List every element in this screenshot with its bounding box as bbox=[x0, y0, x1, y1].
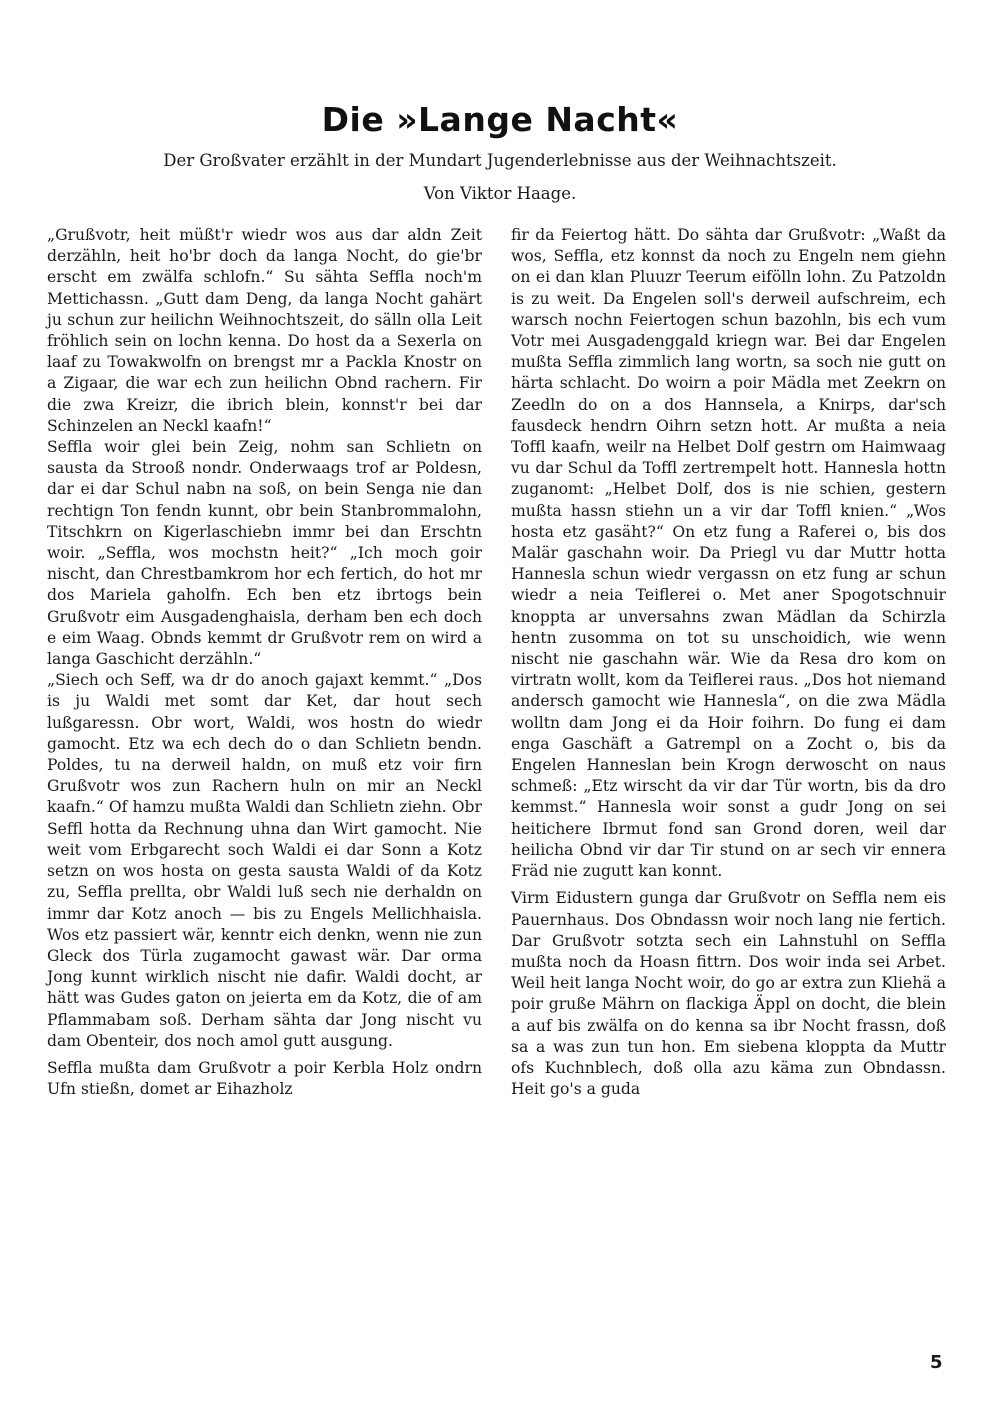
paragraph: Seffla woir glei bein Zeig, nohm san Schlietn on sausta da Strooß nondr. Onderwaags trof ar Poldesn, dar ei dar Schul nabn na soß, on bein Senga nie dan rechtign Ton fendn kunnt, obr bein Stanbrommalohn, Titschkrn on Kigerlaschiebn immr bei dan Erschtn woir. „Seffla, wos mochstn heit?“ „Ich moch goir nischt, dan Chrestbamkrom hor ech fertich, do hot mr dos Mariela gaholfn. Ech ben etz ibrtogs bein Grußvotr eim Ausgadenghaisla, derham ben ech doch e eim Waag. Obnds kemmt dr Grußvotr rem on wird a langa Gaschicht derzähln.“ bbox=[47, 438, 482, 669]
paragraph: Virm Eidustern gunga dar Grußvotr on Seffla nem eis Pauernhaus. Dos Obndassn woir noch lang nie fertich. Dar Grußvotr sotzta sech ein Lahnstuhl on Seffla mußta noch da Hoasn fittrn. Dos woir inda sei Arbet. Weil heit langa Nocht woir, do go ar extra zun Kliehä a poir gruße Mährn on flackiga Äppl on docht, die blein a auf bis zwälfa on do kenna sa ibr Nocht frassn, doß sa a was zun tun hon. Em siebena kloppta da Muttr ofs Kuchnblech, doß olla azu käma zun Obndassn. Heit go's a guda bbox=[511, 889, 946, 1099]
paragraph: „Siech och Seff, wa dr do anoch gajaxt kemmt.“ „Dos is ju Waldi met somt dar Ket, dar hout sech lußgaressn. Obr wort, Waldi, wos hostn do wiedr gamocht. Etz wa ech dech do o dan Schlietn bendn. Poldes, tu na derweil haldn, on muß etz voir firn Grußvotr wos zun Rachern huln on mir an Neckl kaafn.“ Of hamzu mußta Waldi dan Schlietn ziehn. Obr Seffl hotta da Rechnung uhna dan Wirt gamocht. Nie weit vom Erbgarecht soch Waldi ei dar Sonn a Kotz setzn on wos hosta on gesta sausta Waldi of da Kotz zu, Seffla prellta, obr Waldi luß sech nie derhaldn on immr dar Kotz anoch — bis zu Engels Mellichhaisla. Wos etz passiert wär, kenntr eich denkn, wenn nie zun Gleck dos Türla zugamocht gawast wär. Dar orma Jong kunnt wirklich nischt nie dafir. Waldi docht, ar hätt was Gudes gaton on jeierta em da Kotz, die of am Pflammabam soß. Derham sähta dar Jong nischt vu dam Obenteir, dos noch amol gutt ausgung. bbox=[47, 671, 482, 1050]
right-column bbox=[511, 225, 946, 1100]
paragraph: Seffla mußta dam Grußvotr a poir Kerbla Holz ondrn Ufn stießn, domet ar Eihazholz bbox=[47, 1058, 482, 1099]
page-number: 5 bbox=[930, 1352, 943, 1373]
paragraph: fir da Feiertog hätt. Do sähta dar Grußvotr: „Waßt da wos, Seffla, etz konnst da noch zu Engeln nem giehn on ei dan klan Pluuzr Teerum eifölln lohn. Zu Patzoldn is zu weit. Da Engelen soll's derweil aufschreim, ech warsch nochn Feiertogen schun bazohln, bis ech vum Votr mei Ausgadenggald kriegn war. Bei dar Engelen mußta Seffla zimmlich lang wortn, sa soch nie gutt on härta schlacht. Do woirn a poir Mädla met Zeekrn on Zeedln do on a dos Hannsela, a Knirps, dar'sch fausdeck hendrn Oihrn setzn hott. Ar mußta a neia Toffl kaafn, weilr na Helbet Dolf gestrn om Haimwaag vu dar Schul da Toffl zertrempelt hott. Hannesla hottn zuganomt: „Helbet Dolf, dos is nie schien, gestern mußta hassn stiehn un a vir dar Toffl knien.“ „Wos hosta etz gasäht?“ On etz fung a Raferei o, bis dos Malär gaschahn woir. Da Priegl vu dar Muttr hotta Hannesla schun wiedr vergassn on etz fung ar schun wiedr a neia Teiflerei o. Met aner Spogotschnuir knoppta ar unversahns zwan Mädlan da Schirzla hentn zusomma on tot su unschoidich, wie wenn nischt nie gaschahn wär. Wie da Resa dro kom on virtratn wollt, kom da Teiflerei raus. „Dos hot niemand andersch gamocht wie Hannesla“, on die zwa Mädla wolltn dam Jong ei da Hoir foihrn. Do fung ei dam enga Gaschäft a Gatrempl on a Zocht o, bis da Engelen Hanneslan bein Krogn derwoscht on naus schmeß: „Etz wirscht da vir dar Tür wortn, bis da dro kemmst.“ Hannesla woir sonst a gudr Jong on sei heitichere Ibrmut fond san Grond doren, weil dar heilicha Obnd vir dar Tir stund on ar sech vir ennera Fräd nie zugutt kan konnt. bbox=[511, 226, 946, 881]
paragraph: „Grußvotr, heit müßt'r wiedr wos aus dar aldn Zeit derzähln, heit ho'br doch da langa Nocht, do gie'br erscht em zwälfa schlofn.“ Su sähta Seffla noch'm Mettichassn. „Gutt dam Deng, da langa Nocht gahärt ju schun zur heilichn Weihnochtszeit, do sälln olla Leit fröhlich sein on lochn kenna. Do host da a Sexerla on laaf zu Towakwolfn on brengst mr a Packla Knostr on a Zigaar, die war ech zun heilichn Obnd rachern. Fir die zwa Kreizr, die ibrich blein, konnst'r bei dar Schinzelen an Neckl kaafn!“ bbox=[47, 226, 482, 435]
article-title: Die »Lange Nacht« bbox=[321, 100, 679, 139]
article-subtitle: Der Großvater erzählt in der Mundart Jugenderlebnisse aus der Weihnachtszeit. bbox=[163, 151, 837, 170]
article-byline: Von Viktor Haage. bbox=[423, 184, 577, 203]
left-column bbox=[47, 225, 482, 1100]
